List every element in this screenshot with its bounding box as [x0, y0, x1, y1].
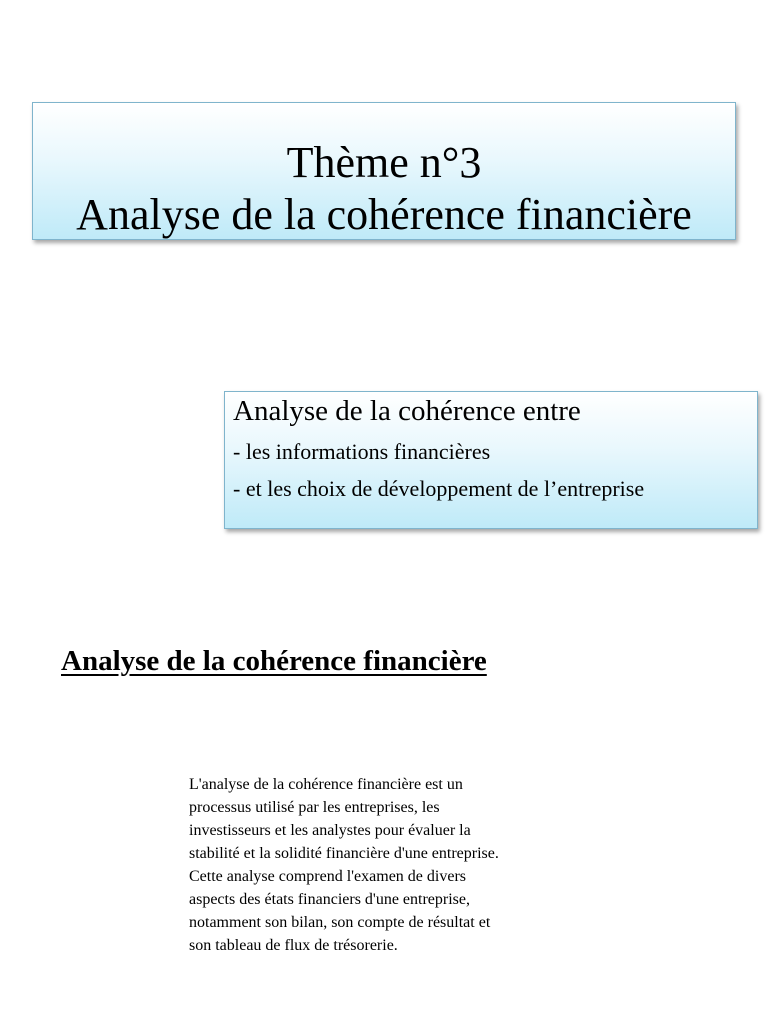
intro-list-item: - les informations financières — [233, 439, 491, 464]
paragraph-line: Cette analyse comprend l'examen de divers — [189, 868, 466, 885]
paragraph-line: investisseurs et les analystes pour évaluer la — [189, 822, 471, 839]
theme-number-title: Thème n°3 — [286, 138, 482, 187]
theme-main-title: Analyse de la cohérence financière — [76, 190, 692, 239]
paragraph-line: stabilité et la solidité financière d'une entreprise. — [189, 845, 499, 862]
section-heading: Analyse de la cohérence financière — [61, 645, 487, 677]
intro-box — [224, 391, 758, 529]
title-box — [32, 102, 736, 240]
intro-heading: Analyse de la cohérence entre — [233, 395, 581, 427]
paragraph-line: son tableau de flux de trésorerie. — [189, 937, 398, 954]
paragraph-line: L'analyse de la cohérence financière est un — [189, 776, 463, 793]
paragraph-line: aspects des états financiers d'une entreprise, — [189, 891, 470, 908]
paragraph-line: notamment son bilan, son compte de résultat et — [189, 914, 491, 931]
paragraph-line: processus utilisé par les entreprises, les — [189, 799, 440, 816]
body-paragraph — [189, 773, 579, 957]
intro-list-item: - et les choix de développement de l’entreprise — [233, 476, 645, 501]
